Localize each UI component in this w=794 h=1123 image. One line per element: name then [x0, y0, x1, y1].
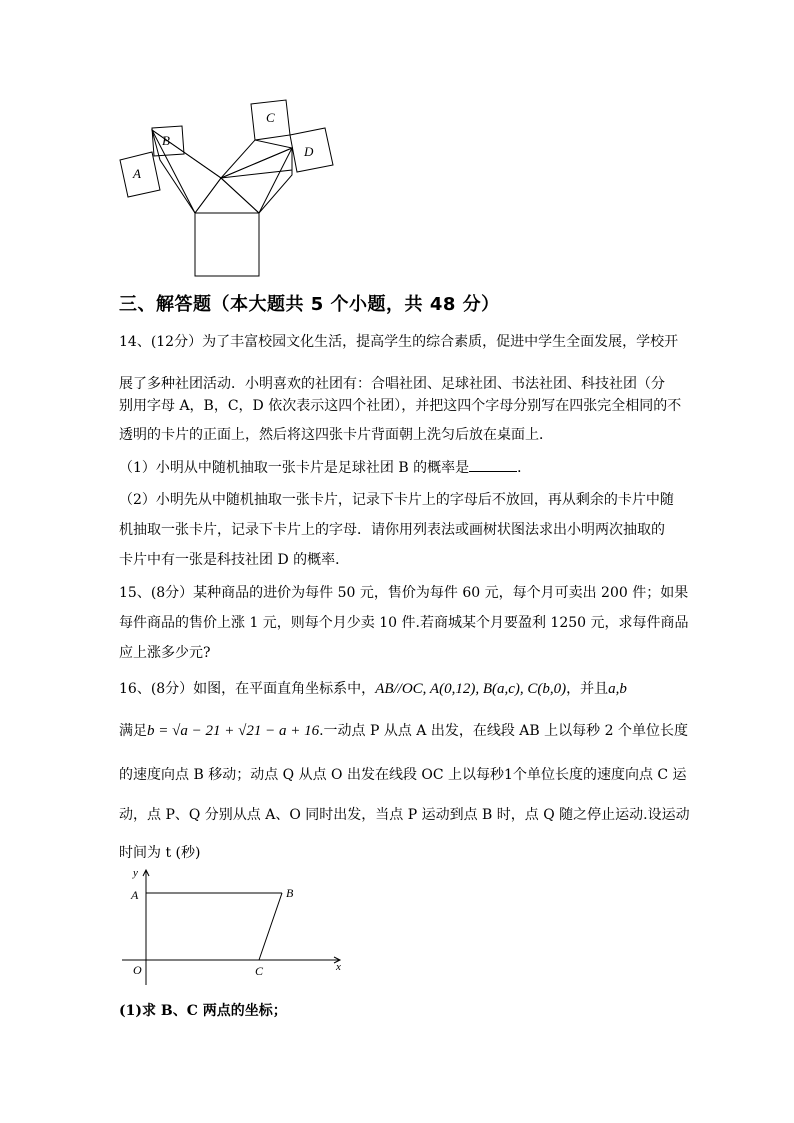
right-triangle	[221, 148, 292, 213]
answer-blank	[469, 459, 517, 472]
q16-line1-text2: ，并且	[566, 681, 609, 697]
q14-part1	[119, 457, 531, 477]
q16-line4: 动，点 P、Q 分别从点 A、O 同时出发，当点 P 运动到点 B 时，点 Q 随之停止运动.设运动	[119, 807, 690, 823]
q16-line1-text: 16、(8分）如图，在平面直角坐标系中，	[119, 681, 376, 697]
q16-line1-math: AB//OC, A(0,12), B(a,c), C(b,0)	[375, 681, 567, 697]
q16-line2-text2: .一动点 P 从点 A 出发，在线段 AB 上以每秒 2 个单位长度	[319, 723, 688, 739]
q16-line2	[119, 720, 688, 740]
q14-part1-end: ．	[517, 460, 532, 476]
label-a: A	[131, 888, 139, 902]
right-middle-square	[221, 148, 292, 213]
segment-bc	[259, 893, 282, 960]
q16-line3: 的速度向点 B 移动；动点 Q 从点 O 出发在线段 OC 上以每秒1个单位长度的速度向点 C 运	[119, 767, 687, 783]
q14-line3: 别用字母 A，B，C，D 依次表示这四个社团），并把这四个字母分别写在四张完全相同的不	[119, 398, 682, 414]
q16-line1	[119, 678, 627, 698]
q15-line2: 每件商品的售价上涨 1 元，则每个月少卖 10 件.若商城某个月要盈利 1250 元，求每件商品	[119, 615, 689, 631]
q15-line1: 15、(8分）某种商品的进价为每件 50 元，售价为每件 60 元，每个月可卖出 200 件；如果	[119, 585, 689, 601]
right-large-square	[221, 140, 292, 178]
bottom-square	[195, 213, 259, 276]
q16-line1-math2: a,b	[608, 681, 627, 697]
coordinate-figure	[115, 862, 350, 992]
q14-line1: 14、(12分）为了丰富校园文化生活，提高学生的综合素质，促进中学生全面发展，学校开	[119, 334, 679, 350]
label-c: C	[255, 964, 264, 978]
q14-part2-line2: 机抽取一张卡片，记录下卡片上的字母．请你用列表法或画树状图法求出小明两次抽取的	[119, 522, 665, 538]
q14-line2: 展了多种社团活动．小明喜欢的社团有：合唱社团、足球社团、书法社团、科技社团（分	[119, 376, 665, 392]
label-y: y	[133, 867, 138, 879]
label-b: B	[286, 886, 294, 900]
section-title: 三、解答题（本大题共 5 个小题，共 48 分）	[119, 294, 500, 315]
label-b: B	[162, 133, 170, 148]
q16-line2-math: b = √a − 21 + √21 − a + 16	[147, 723, 320, 739]
q16-part1: (1)求 B、C 两点的坐标；	[119, 1003, 287, 1019]
q16-line2-text: 满足	[119, 723, 147, 739]
q14-part2-line1: （2）小明先从中随机抽取一张卡片，记录下卡片上的字母后不放回，再从剩余的卡片中随	[119, 492, 674, 508]
label-c: C	[266, 110, 275, 125]
label-a: A	[133, 166, 141, 181]
q14-line4: 透明的卡片的正面上，然后将这四张卡片背面朝上洗匀后放在桌面上．	[119, 427, 553, 443]
pythagoras-squares-figure	[115, 95, 345, 280]
q14-part2-line3: 卡片中有一张是科技社团 D 的概率．	[119, 552, 350, 568]
q15-line3: 应上涨多少元?	[119, 645, 211, 661]
q16-line5: 时间为 t (秒)	[119, 845, 201, 861]
q14-part1-text: （1）小明从中随机抽取一张卡片是足球社团 B 的概率是	[119, 460, 470, 476]
label-o: O	[133, 963, 142, 977]
label-x: x	[336, 961, 341, 973]
label-d: D	[304, 144, 314, 159]
